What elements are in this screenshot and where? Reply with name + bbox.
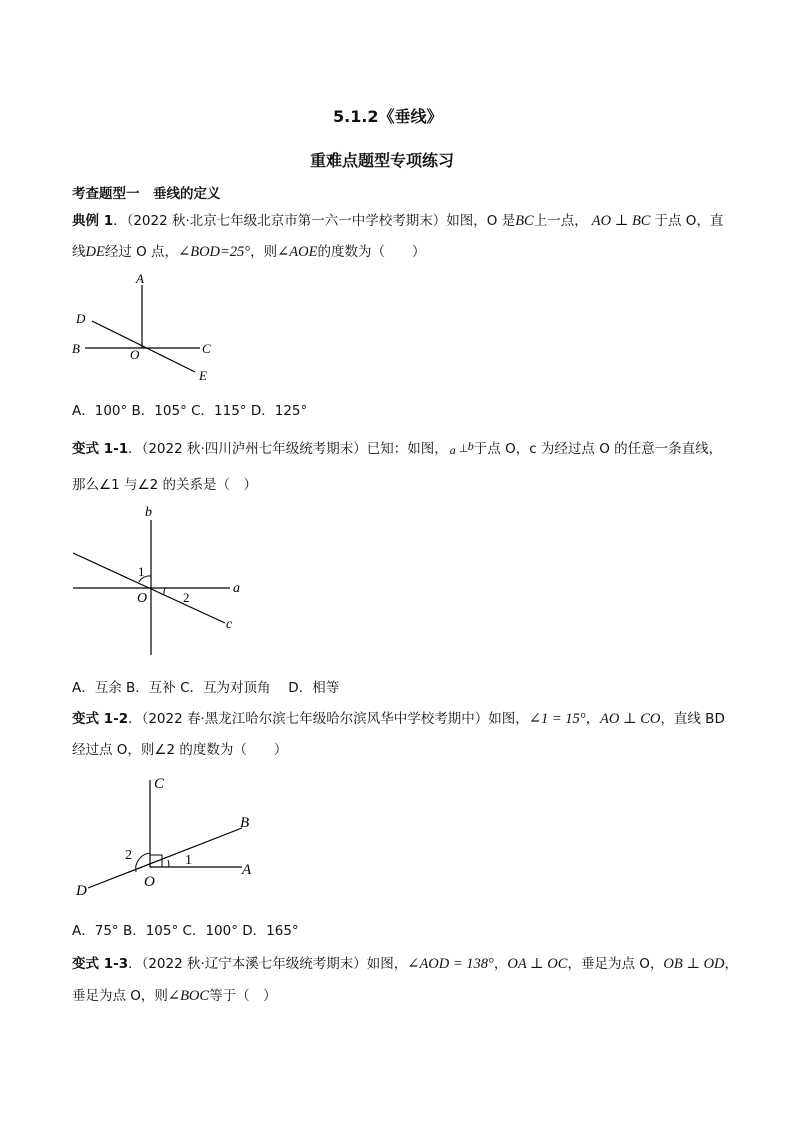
question-2-line-1 <box>72 437 722 457</box>
question-4-text: ， <box>493 956 508 972</box>
question-4-tag: 变式 1-3 <box>72 956 129 972</box>
question-3-source: ．（2022 春·黑龙江哈尔滨七年级哈尔滨风华中学校考期中）如图， <box>128 711 529 727</box>
question-4-source: ．（2022 秋·辽宁本溪七年级统考期末）如图， <box>128 956 408 972</box>
label-o: O <box>137 591 148 606</box>
question-3-figure <box>70 770 270 900</box>
question-4-text: 等于（ ） <box>209 988 277 1004</box>
label-b: B <box>72 341 80 356</box>
question-1-text: ，则 <box>250 244 278 260</box>
angle-1-arc <box>168 860 169 867</box>
label-angle-2: 2 <box>183 590 190 605</box>
question-2-source: ．（2022 秋·四川泸州七年级统考期末）已知：如图， <box>128 441 448 457</box>
question-1-figure <box>60 265 230 385</box>
line-bd <box>88 828 242 888</box>
label-angle-2: 2 <box>125 848 132 863</box>
label-b: B <box>240 815 250 831</box>
question-2-tag: 变式 1-1 <box>72 441 129 457</box>
question-1-text: 于点 O，直 <box>654 213 724 229</box>
page-title: 5.1.2《垂线》 <box>333 107 443 126</box>
question-1-text: 经过 O 点， <box>104 244 179 260</box>
question-3-options: A．75° B．105° C．100° D．165° <box>72 923 299 939</box>
question-2-figure <box>65 500 265 665</box>
question-1-text: 上一点， <box>533 213 588 229</box>
question-3-text: ，直线 BD <box>660 711 725 727</box>
question-3-line-1 <box>72 707 725 728</box>
question-1-line-de: DE <box>85 244 105 260</box>
question-1-angle: ∠BOD=25° <box>178 244 251 260</box>
question-1-segment-bc: BC <box>515 213 534 229</box>
label-c: C <box>154 776 165 792</box>
question-3-tag: 变式 1-2 <box>72 711 129 727</box>
label-angle-1: 1 <box>138 564 145 579</box>
label-a: A <box>136 271 144 286</box>
question-4-perp-1: OA ⊥ OC <box>507 956 568 972</box>
angle-2-arc <box>164 588 165 594</box>
question-2-options: A．互余 B．互补 C．互为对顶角 D．相等 <box>72 680 340 696</box>
question-1-line-1 <box>72 209 723 230</box>
label-a: a <box>233 581 240 596</box>
question-4-text: 垂足为点 O，则 <box>72 988 168 1004</box>
question-4-text: ， <box>724 956 739 972</box>
label-b: b <box>145 505 152 520</box>
question-4-line-1 <box>72 952 738 973</box>
question-1-text: 的度数为（ ） <box>317 244 426 260</box>
question-1-tag: 典例 1 <box>72 213 114 229</box>
label-o: O <box>144 874 155 890</box>
question-1-line-2 <box>72 240 425 261</box>
question-3-angle: ∠1 = 15°， <box>528 711 601 727</box>
question-2-text: 于点 O，c 为经过点 O 的任意一条直线， <box>473 441 723 457</box>
page-subtitle: 重难点题型专项练习 <box>310 151 455 170</box>
question-4-ask-angle: ∠BOC <box>167 988 210 1004</box>
question-2-line-2: 那么∠1 与∠2 的关系是（ ） <box>72 477 257 493</box>
question-2-perp-ab: a ⊥ b <box>449 439 474 457</box>
section-heading <box>72 182 221 202</box>
question-1-source: ．（2022 秋·北京七年级北京市第一六一中学校考期末）如图，O 是 <box>113 213 516 229</box>
question-1-ask-angle: ∠AOE <box>277 244 318 260</box>
label-c: C <box>202 341 211 356</box>
section-name: 垂线的定义 <box>153 186 221 202</box>
question-4-perp-2: OB ⊥ OD <box>663 956 725 972</box>
label-o: O <box>130 347 140 362</box>
label-d: D <box>76 311 86 326</box>
label-angle-1: 1 <box>185 853 192 868</box>
label-a: A <box>242 862 252 878</box>
question-4-angle: ∠AOD = 138° <box>407 956 494 972</box>
question-4-line-2 <box>72 984 277 1005</box>
label-d: D <box>76 883 87 899</box>
question-1-perp: AO ⊥ BC <box>591 213 651 229</box>
line-de <box>92 321 195 372</box>
question-3-line-2: 经过点 O，则∠2 的度数为（ ） <box>72 742 288 758</box>
question-1-text: 线 <box>72 244 86 260</box>
label-c: c <box>226 617 233 632</box>
question-3-perp: AO ⊥ CO <box>600 711 661 727</box>
question-4-text: ，垂足为点 O， <box>567 956 664 972</box>
label-e: E <box>199 368 207 383</box>
question-1-options: A．100° B．105° C．115° D．125° <box>72 403 308 419</box>
section-label: 考查题型一 <box>72 186 140 202</box>
